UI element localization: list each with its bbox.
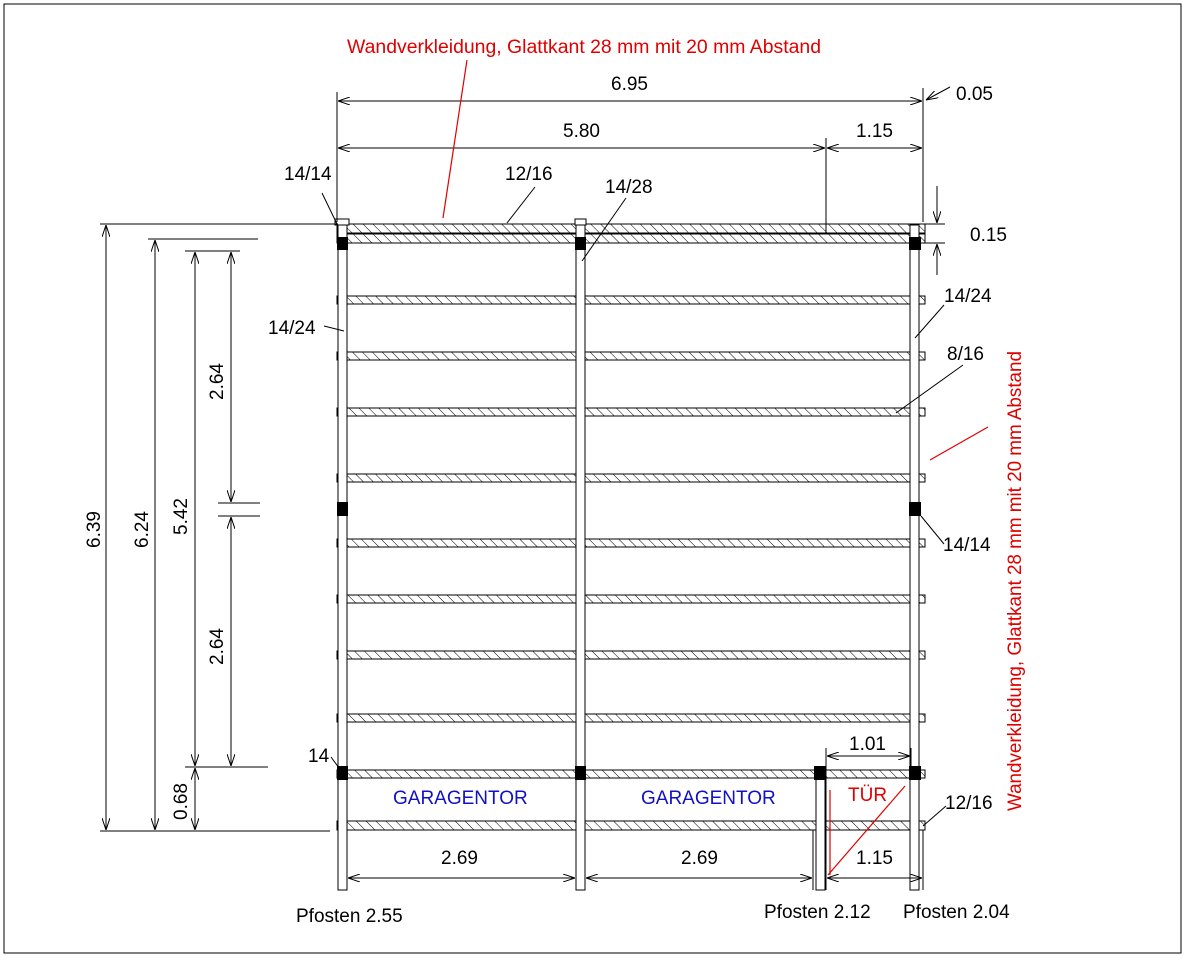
- post-middle: [576, 225, 585, 890]
- top-cladding-note: Wandverkleidung, Glattkant 28 mm mit 20 mm Abstand: [347, 37, 821, 58]
- rail-4: [337, 474, 925, 482]
- section-12-16-top: 12/16: [505, 164, 553, 185]
- section-14-28: 14/28: [605, 177, 653, 198]
- head-tm: [575, 237, 586, 250]
- dim-height-base: 0.68: [171, 783, 192, 820]
- head-ml: [337, 502, 348, 516]
- post-label-left: Pfosten 2.55: [296, 906, 403, 927]
- section-14-24-right: 14/24: [944, 286, 992, 307]
- rail-3: [337, 408, 925, 416]
- dim-width-right: 1.15: [856, 121, 893, 142]
- head-bd: [814, 766, 826, 780]
- post-right: [910, 225, 919, 890]
- post-left: [338, 225, 347, 890]
- section-14-14-top: 14/14: [284, 164, 332, 185]
- section-12-16-bottom: 12/16: [945, 793, 993, 814]
- dim-bottom-right: 1.15: [856, 848, 893, 869]
- rail-5: [337, 539, 925, 547]
- rail-9: [337, 770, 925, 778]
- dim-offset-top-right: 0.05: [956, 84, 993, 105]
- post-label-middle: Pfosten 2.12: [764, 902, 871, 923]
- head-mr: [909, 502, 921, 516]
- dim-door-width: 1.01: [849, 734, 886, 755]
- section-14-24-left: 14/24: [268, 318, 316, 339]
- dim-height-624: 6.24: [132, 511, 153, 548]
- head-br: [909, 766, 921, 780]
- dim-bottom-left: 2.69: [441, 848, 478, 869]
- rails: [337, 224, 925, 830]
- side-cladding-note: Wandverkleidung, Glattkant 28 mm mit 20 mm Abstand: [1005, 347, 1026, 811]
- door-label: TÜR: [848, 785, 888, 806]
- head-tl: [337, 237, 348, 250]
- post-heads: [337, 237, 921, 780]
- section-8-16: 8/16: [947, 344, 984, 365]
- dim-height-lower: 2.64: [207, 628, 228, 665]
- post-label-right: Pfosten 2.04: [903, 902, 1010, 923]
- top-beam-upper: [337, 224, 925, 233]
- dim-beam-height: 0.15: [970, 225, 1007, 246]
- post-door: [816, 775, 825, 890]
- garage-door-label-left: GARAGENTOR: [393, 788, 528, 809]
- annotation-texts: [347, 37, 1026, 811]
- top-mid-block: [575, 219, 586, 225]
- sill-bottom: [337, 821, 925, 830]
- head-bm: [575, 766, 586, 780]
- head-tr: [909, 237, 921, 250]
- dim-height-total: 6.39: [84, 511, 105, 548]
- dim-height-upper: 2.64: [207, 363, 228, 400]
- rail-6: [337, 595, 925, 603]
- dim-height-542: 5.42: [171, 498, 192, 535]
- post-labels: [296, 902, 1010, 927]
- dim-bottom-mid: 2.69: [681, 848, 718, 869]
- section-14-14-right: 14/14: [943, 535, 991, 556]
- rail-8: [337, 714, 925, 722]
- top-beam-lower: [337, 234, 925, 243]
- section-14: 14: [308, 746, 330, 767]
- rail-1: [337, 296, 925, 304]
- rail-2: [337, 352, 925, 360]
- dim-total-width: 6.95: [611, 74, 648, 95]
- dim-width-main: 5.80: [563, 121, 600, 142]
- rail-7: [337, 651, 925, 659]
- garage-door-label-right: GARAGENTOR: [641, 788, 776, 809]
- dimension-texts: [84, 74, 1007, 869]
